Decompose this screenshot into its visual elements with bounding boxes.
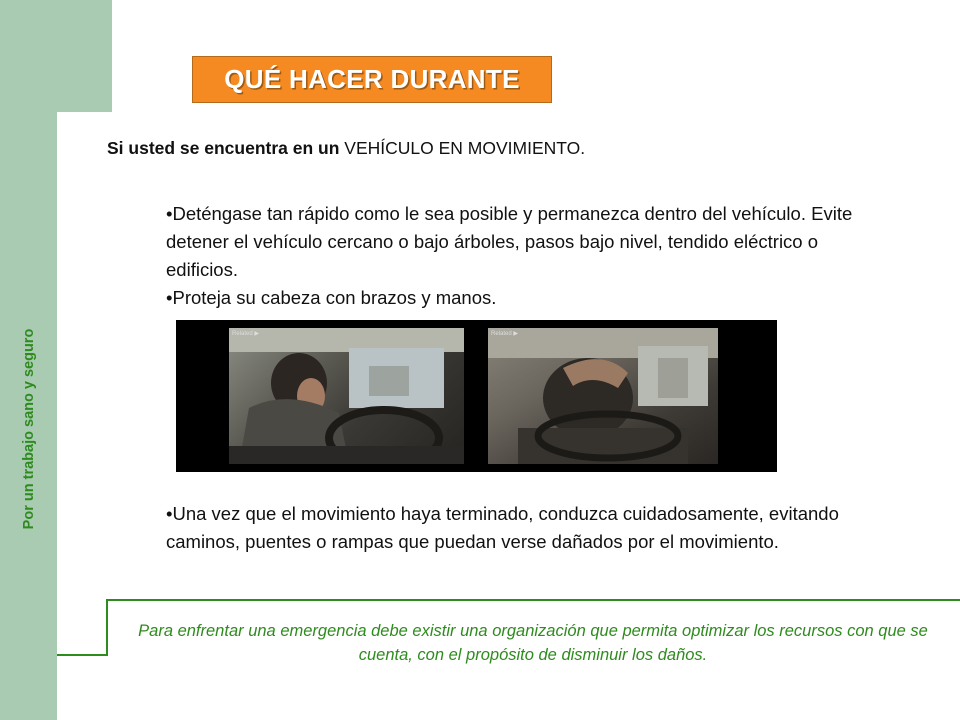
bullet-item: •Proteja su cabeza con brazos y manos. bbox=[166, 287, 497, 308]
bullet-item: •Una vez que el movimiento haya terminado, conduzca cuidadosamente, evitando caminos, puentes o rampas que puedan verse dañados por el movimiento. bbox=[166, 503, 839, 552]
photo-label: Related ▶ bbox=[232, 331, 259, 337]
bullet-list-bottom bbox=[166, 500, 866, 556]
driver-photo-illustration bbox=[229, 328, 464, 464]
footer-text: Para enfrentar una emergencia debe existir una organización que permita optimizar los recursos con que se cuenta, con el propósito de disminuir los daños. bbox=[138, 622, 928, 664]
photo-label: Related ▶ bbox=[491, 331, 518, 337]
footer-note bbox=[128, 619, 938, 667]
subtitle-lead: Si usted se encuentra en un bbox=[107, 138, 345, 158]
driver-protecting-head-illustration bbox=[488, 328, 718, 464]
sidebar-vertical-text bbox=[18, 298, 40, 560]
footer-divider-vertical bbox=[106, 599, 108, 655]
sidebar-vertical-label: Por un trabajo sano y seguro bbox=[21, 328, 37, 530]
photo-strip bbox=[176, 320, 777, 472]
driver-photo bbox=[229, 328, 464, 464]
footer-divider-left bbox=[57, 654, 108, 656]
bullet-list-top bbox=[166, 200, 866, 312]
title-box bbox=[192, 56, 552, 103]
subtitle-emphasis: VEHÍCULO EN MOVIMIENTO. bbox=[344, 138, 586, 158]
footer-divider bbox=[107, 599, 960, 601]
top-band bbox=[57, 0, 112, 112]
bullet-item: •Deténgase tan rápido como le sea posible y permanezca dentro del vehículo. Evite detener el vehículo cercano o bajo árboles, pasos bajo nivel, tendido eléctrico o edificios. bbox=[166, 203, 853, 280]
page-title: QUÉ HACER DURANTE bbox=[224, 64, 520, 94]
driver-protecting-head-photo bbox=[488, 328, 718, 464]
subtitle bbox=[107, 138, 585, 159]
